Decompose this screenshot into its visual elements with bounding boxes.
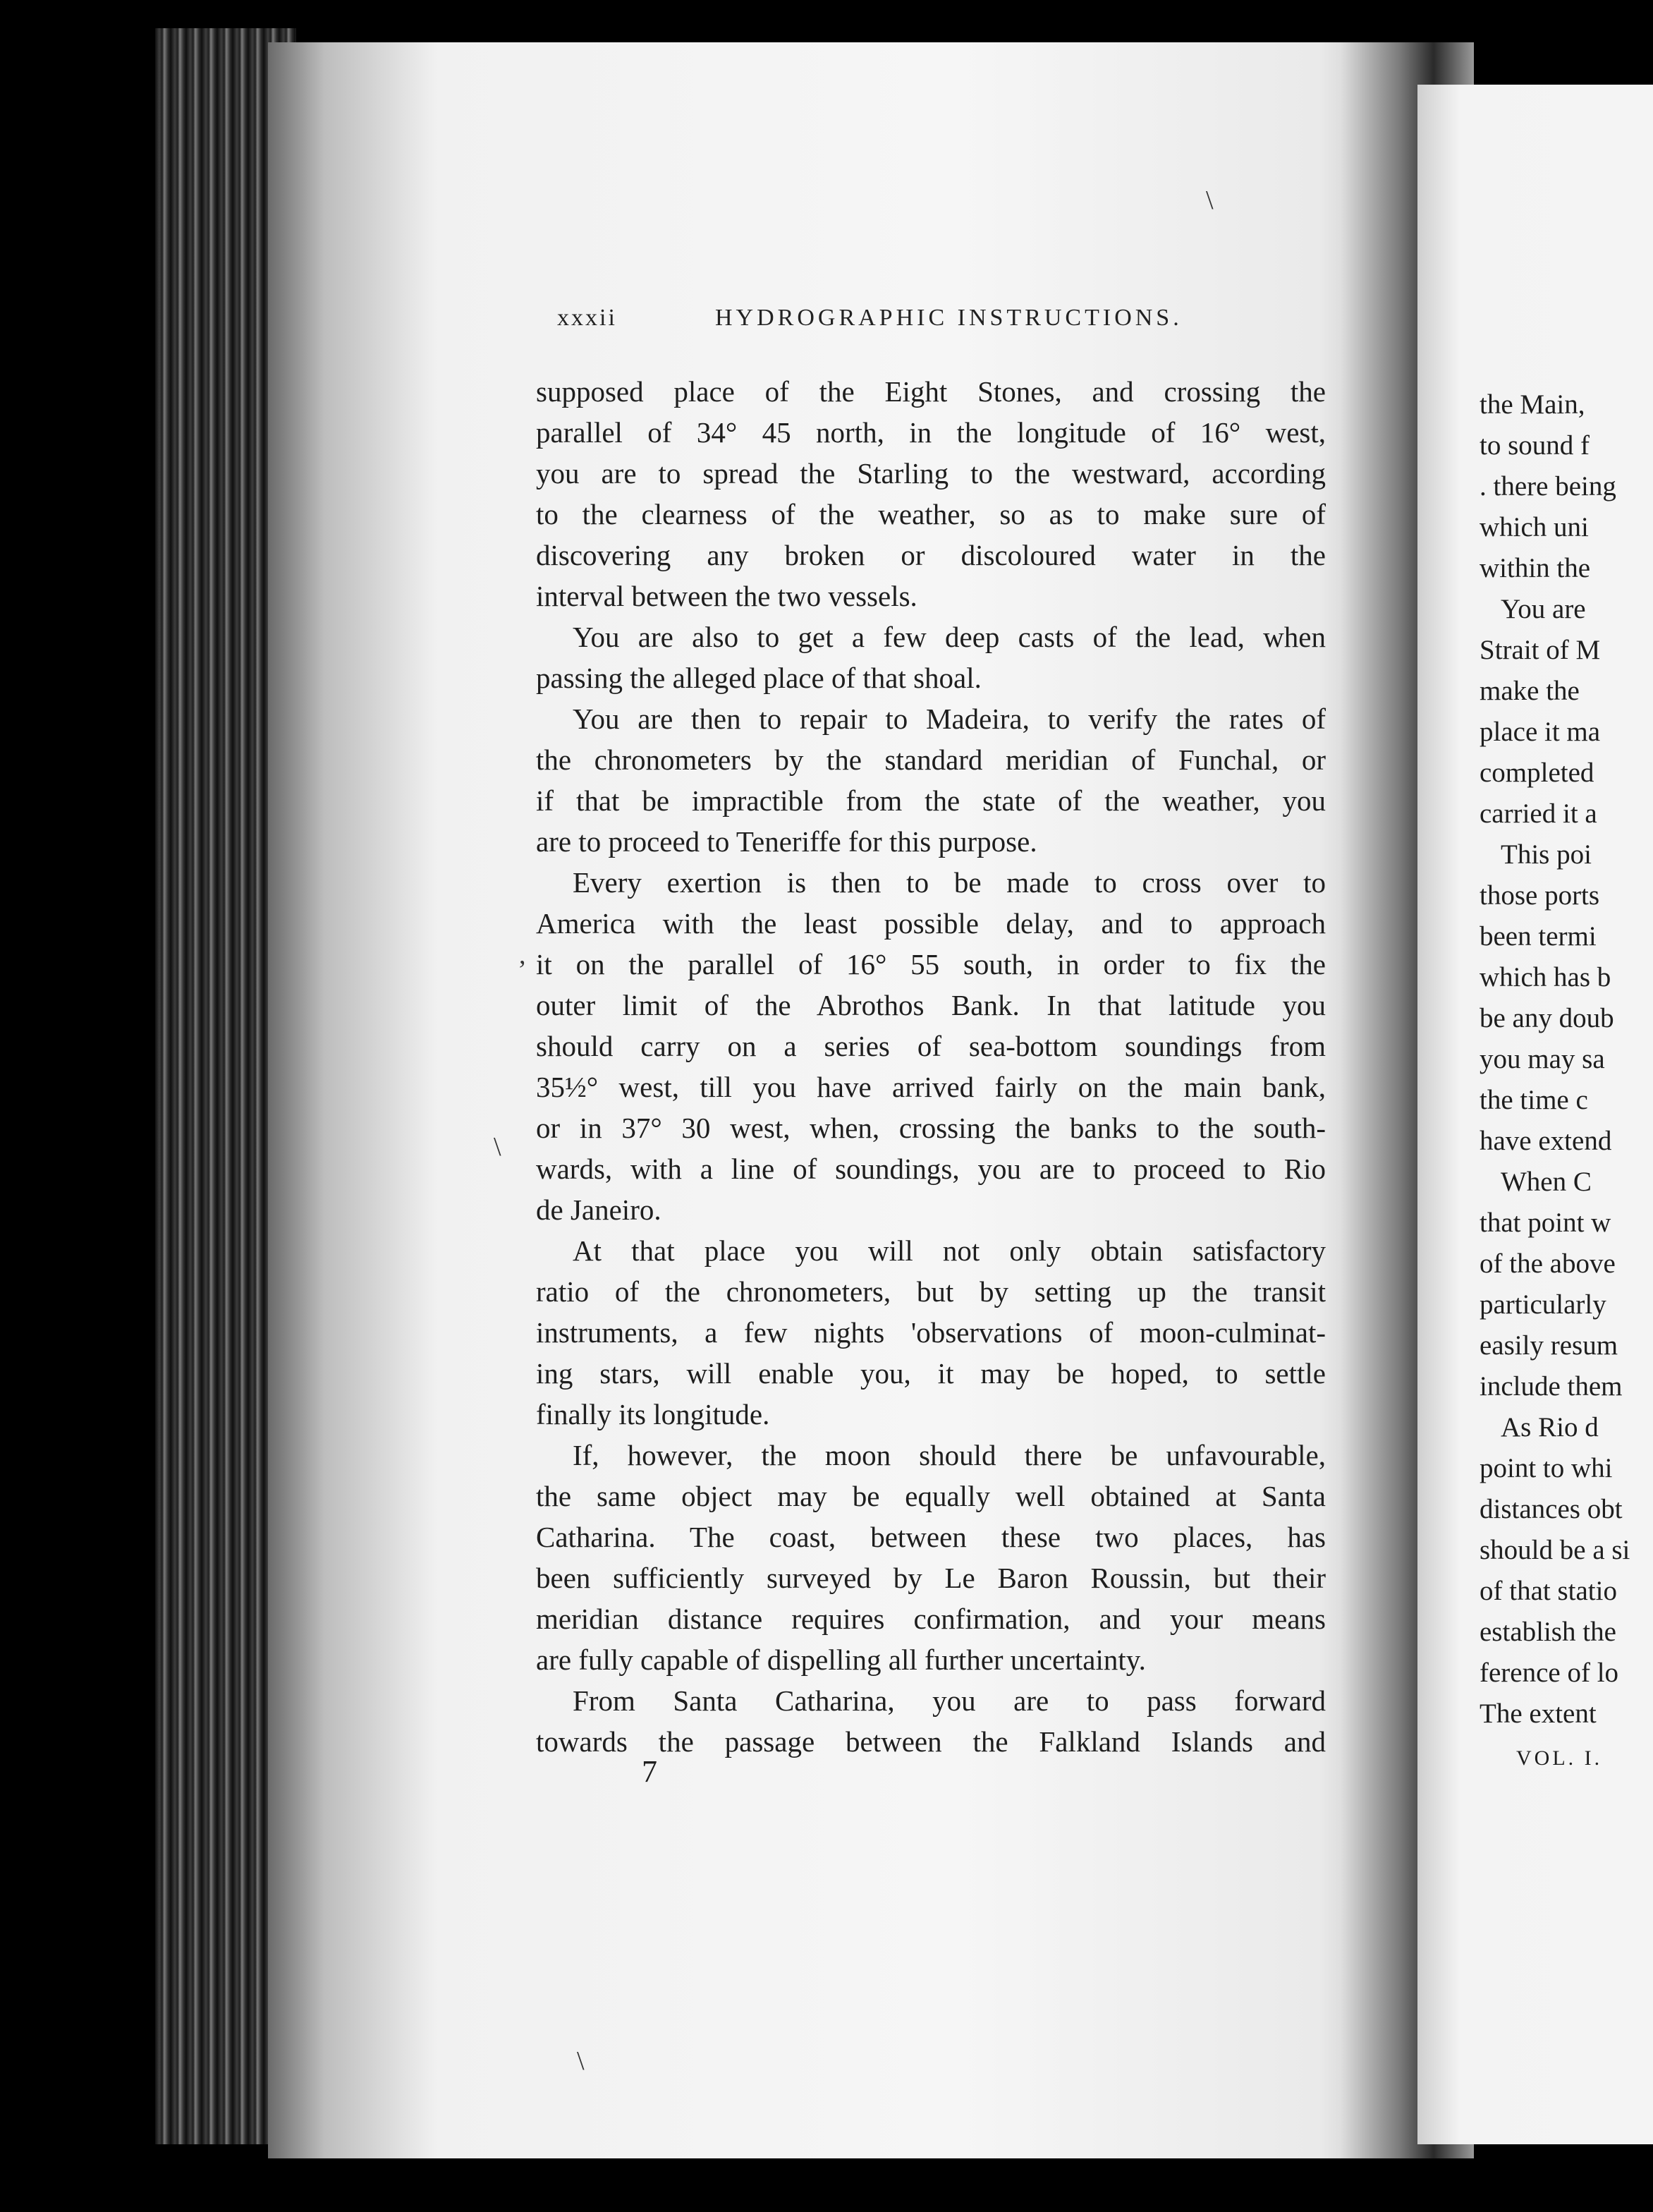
text-line: Every exertion is then to be made to cross over to xyxy=(573,866,1326,899)
right-text-line: that point w xyxy=(1480,1208,1611,1238)
right-page-text xyxy=(1480,384,1653,1734)
text-line: to the clearness of the weather, so as to make sure of xyxy=(536,498,1326,530)
text-line: meridian distance requires confirmation, and your means xyxy=(536,1603,1326,1635)
text-line: the same object may be equally well obtained at Santa xyxy=(536,1480,1326,1512)
text-line: From Santa Catharina, you are to pass forward xyxy=(573,1684,1326,1717)
text-line: been sufficiently surveyed by Le Baron Roussin, but their xyxy=(536,1562,1326,1594)
right-text-line: within the xyxy=(1480,553,1591,583)
volume-footer: VOL. I. xyxy=(1516,1746,1603,1770)
right-text-line: been termi xyxy=(1480,921,1597,952)
text-line: discovering any broken or discoloured water in the xyxy=(536,539,1326,571)
text-line: ratio of the chronometers, but by setting up the transit xyxy=(536,1275,1326,1308)
page-number: xxxii xyxy=(557,305,617,331)
running-title: HYDROGRAPHIC INSTRUCTIONS. xyxy=(715,305,1183,331)
right-text-line: When C xyxy=(1501,1167,1592,1197)
right-text-line: particularly xyxy=(1480,1289,1606,1320)
right-text-line: point to whi xyxy=(1480,1453,1613,1483)
text-line: If, however, the moon should there be unfavourable, xyxy=(573,1439,1326,1471)
right-text-line: This poi xyxy=(1501,839,1592,870)
text-line: passing the alleged place of that shoal. xyxy=(536,662,982,694)
right-text-line: The extent xyxy=(1480,1699,1597,1729)
right-text-line: As Rio d xyxy=(1501,1412,1599,1442)
right-text-line: completed xyxy=(1480,758,1594,788)
text-line: Catharina. The coast, between these two places, has xyxy=(536,1521,1326,1553)
right-text-line: place it ma xyxy=(1480,717,1601,747)
right-text-line: make the xyxy=(1480,676,1580,706)
right-text-line: include them xyxy=(1480,1371,1623,1402)
text-line: parallel of 34° 45 north, in the longitude of 16° west, xyxy=(536,416,1326,449)
text-line: You are then to repair to Madeira, to verify the rates of xyxy=(573,703,1326,735)
text-line: supposed place of the Eight Stones, and crossing the xyxy=(536,375,1326,408)
right-text-line: have extend xyxy=(1480,1126,1612,1156)
right-text-line: You are xyxy=(1501,594,1586,624)
text-line: the chronometers by the standard meridian of Funchal, or xyxy=(536,743,1326,776)
right-text-line: you may sa xyxy=(1480,1044,1605,1074)
text-line: you are to spread the Starling to the westward, according xyxy=(536,457,1326,490)
right-text-line: should be a si xyxy=(1480,1535,1630,1565)
right-text-line: ference of lo xyxy=(1480,1658,1619,1688)
signature-mark: 7 xyxy=(642,1754,657,1789)
text-line: ing stars, will enable you, it may be hoped, to settle xyxy=(536,1357,1326,1390)
text-line: should carry on a series of sea-bottom soundings from xyxy=(536,1030,1326,1062)
text-line: instruments, a few nights 'observations of moon-culminat- xyxy=(536,1316,1326,1349)
right-text-line: those ports xyxy=(1480,880,1600,911)
right-text-line: Strait of M xyxy=(1480,635,1601,665)
text-line: it on the parallel of 16° 55 south, in order to fix the xyxy=(536,948,1326,980)
text-line: At that place you will not only obtain satisfactory xyxy=(573,1234,1326,1267)
text-line: interval between the two vessels. xyxy=(536,580,917,612)
right-text-line: the time c xyxy=(1480,1085,1588,1115)
scan-mark: \ xyxy=(1206,186,1214,215)
right-text-line: easily resum xyxy=(1480,1330,1618,1361)
text-line: if that be impractible from the state of the weather, you xyxy=(536,784,1326,817)
text-line: or in 37° 30 west, when, crossing the banks to the south- xyxy=(536,1112,1326,1144)
right-text-line: distances obt xyxy=(1480,1494,1623,1524)
scan-mark: \ xyxy=(494,1132,501,1162)
text-line: de Janeiro. xyxy=(536,1193,661,1226)
text-line: wards, with a line of soundings, you are to proceed to Rio xyxy=(536,1153,1326,1185)
scan-mark: , xyxy=(519,940,526,970)
text-line: America with the least possible delay, and to approach xyxy=(536,907,1326,940)
right-text-line: . there being xyxy=(1480,471,1616,502)
text-line: finally its longitude. xyxy=(536,1398,770,1430)
right-text-line: to sound f xyxy=(1480,430,1590,461)
text-line: 35½° west, till you have arrived fairly on the main bank, xyxy=(536,1071,1326,1103)
right-text-line: establish the xyxy=(1480,1617,1616,1647)
text-line: You are also to get a few deep casts of the lead, when xyxy=(573,621,1326,653)
right-text-line: carried it a xyxy=(1480,798,1597,829)
text-line: towards the passage between the Falkland Islands and xyxy=(536,1725,1326,1758)
right-text-line: of the above xyxy=(1480,1248,1616,1279)
body-text xyxy=(536,371,1326,1762)
right-text-line: be any doub xyxy=(1480,1003,1614,1033)
page-header xyxy=(557,305,1183,340)
right-text-line: of that statio xyxy=(1480,1576,1617,1606)
scan-mark: \ xyxy=(577,2046,585,2076)
right-text-line: which uni xyxy=(1480,512,1589,542)
text-line: are fully capable of dispelling all further uncertainty. xyxy=(536,1643,1146,1676)
right-text-line: which has b xyxy=(1480,962,1611,992)
text-line: are to proceed to Teneriffe for this purpose. xyxy=(536,825,1037,858)
right-text-line: the Main, xyxy=(1480,389,1585,420)
text-line: outer limit of the Abrothos Bank. In that latitude you xyxy=(536,989,1326,1021)
